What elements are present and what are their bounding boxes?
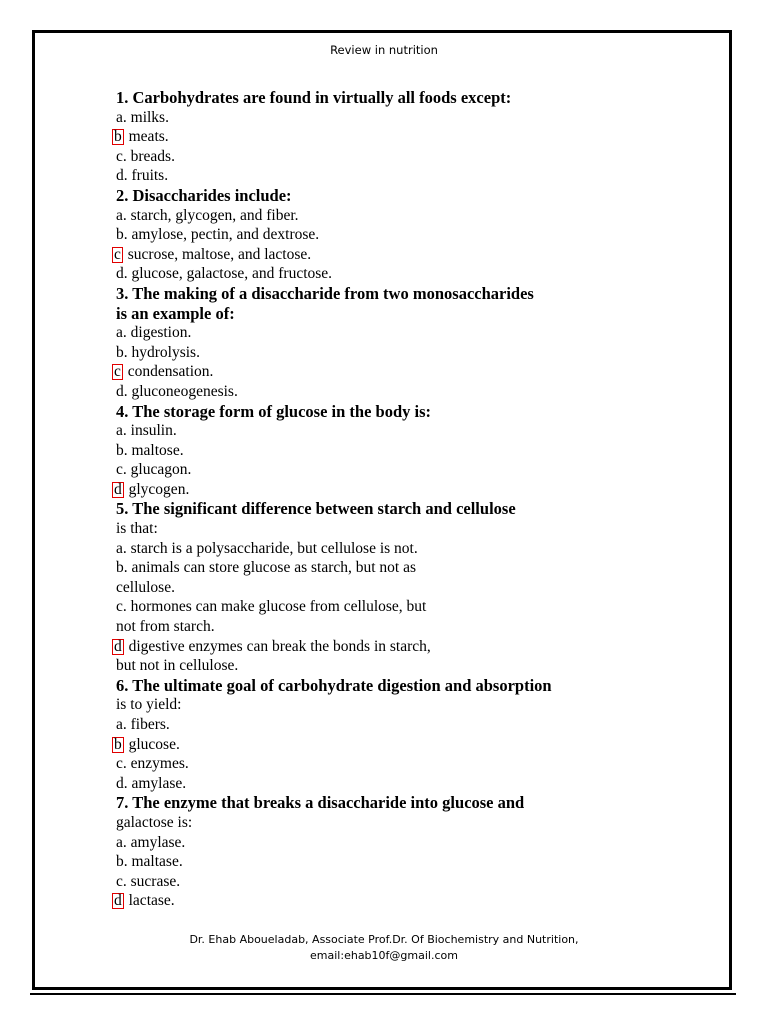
question-text: is an example of: — [116, 303, 235, 323]
option-text: glucose, galactose, and fructose. — [131, 265, 333, 283]
footer-email: email:ehab10f@gmail.com — [310, 949, 458, 962]
correct-answer-marker: c — [114, 245, 121, 263]
question-list — [116, 88, 636, 911]
question-block — [116, 284, 636, 402]
question-text: 7. The enzyme that breaks a disaccharide into glucose and — [116, 793, 525, 813]
option-letter: a — [116, 716, 123, 733]
option-text: enzymes. — [130, 755, 189, 773]
question-continuation: galactose is: — [116, 813, 193, 831]
option-letter: c — [116, 598, 123, 616]
answer-option: c. enzymes. — [116, 755, 189, 773]
question-text: 5. The significant difference between starch and cellulose — [116, 499, 516, 519]
option-letter: b — [116, 853, 124, 871]
answer-option: d. glucose, galactose, and fructose. — [116, 265, 333, 283]
option-letter: a — [116, 324, 123, 342]
answer-option: a. starch, glycogen, and fiber. — [116, 206, 299, 224]
option-text: starch is a polysaccharide, but cellulose is not. — [130, 539, 418, 557]
answer-option: a. milks. — [116, 108, 169, 126]
option-text: not from starch. — [116, 618, 215, 636]
option-text: but not in cellulose. — [116, 657, 239, 675]
answer-option — [116, 127, 636, 147]
option-letter: c — [116, 755, 123, 773]
option-letter: d — [116, 774, 124, 792]
question-text: 4. The storage form of glucose in the body is: — [116, 401, 432, 421]
question-text: 6. The ultimate goal of carbohydrate digestion and absorption — [116, 675, 552, 695]
option-text: sucrose, maltose, and lactose. — [127, 245, 312, 263]
option-letter: d — [116, 382, 124, 400]
option-text: condensation. — [127, 363, 214, 381]
footer-author: Dr. Ehab Aboueladab, Associate Prof.Dr. Of Biochemistry and Nutrition, — [189, 933, 579, 946]
option-text: milks. — [130, 108, 169, 126]
question-text: 3. The making of a disaccharide from two monosaccharides — [116, 283, 534, 303]
answer-option-continuation — [116, 617, 636, 637]
option-letter: a — [116, 206, 123, 224]
answer-option: d. gluconeogenesis. — [116, 382, 238, 400]
option-text: amylase. — [130, 833, 186, 851]
answer-option: c. sucrase. — [116, 872, 181, 890]
option-text: starch, glycogen, and fiber. — [130, 206, 299, 224]
answer-option: b. animals can store glucose as starch, but not as — [116, 559, 417, 577]
option-text: hydrolysis. — [131, 343, 200, 361]
option-text: amylase. — [131, 774, 187, 792]
answer-option: a. insulin. — [116, 422, 177, 440]
option-text: lactase. — [128, 892, 175, 910]
correct-answer-marker: d — [114, 892, 122, 910]
option-text: maltase. — [131, 853, 183, 871]
option-letter: b — [116, 343, 124, 361]
option-text: animals can store glucose as starch, but not as — [131, 559, 417, 577]
page-border-bottom — [30, 993, 736, 995]
question-continuation: is that: — [116, 520, 158, 538]
correct-answer-marker: d — [114, 480, 122, 498]
question-block — [116, 676, 636, 794]
page-header: Review in nutrition — [330, 43, 438, 57]
answer-option — [116, 735, 636, 755]
answer-option-continuation — [116, 656, 636, 676]
answer-option — [116, 245, 636, 265]
correct-answer-marker: d — [114, 637, 122, 655]
option-letter: a — [116, 833, 123, 851]
answer-option: c. glucagon. — [116, 461, 192, 479]
question-block — [116, 793, 636, 911]
option-letter: a — [116, 422, 123, 440]
option-letter: c — [116, 872, 123, 890]
page-footer — [0, 932, 768, 964]
option-letter: d — [116, 265, 124, 283]
question-block — [116, 402, 636, 500]
answer-option: c. breads. — [116, 147, 175, 165]
option-letter: a — [116, 539, 123, 557]
answer-option — [116, 480, 636, 500]
option-text: amylose, pectin, and dextrose. — [131, 226, 320, 244]
answer-option: b. hydrolysis. — [116, 343, 200, 361]
option-text: gluconeogenesis. — [131, 382, 238, 400]
option-text: digestive enzymes can break the bonds in starch, — [128, 637, 431, 655]
answer-option: b. maltose. — [116, 441, 184, 459]
option-letter: b — [116, 441, 124, 459]
correct-answer-marker: b — [114, 735, 122, 753]
question-text: 1. Carbohydrates are found in virtually all foods except: — [116, 88, 512, 107]
option-text: digestion. — [130, 324, 192, 342]
option-text: fibers. — [130, 716, 170, 733]
option-text: maltose. — [131, 441, 184, 459]
option-text: cellulose. — [116, 578, 175, 596]
option-letter: a — [116, 108, 123, 126]
option-text: hormones can make glucose from cellulose, but — [130, 598, 427, 616]
answer-option: a. amylase. — [116, 833, 186, 851]
question-text: 2. Disaccharides include: — [116, 185, 292, 205]
option-text: breads. — [130, 147, 175, 165]
option-letter: c — [116, 147, 123, 165]
answer-option: d. amylase. — [116, 774, 187, 792]
answer-option: b. amylose, pectin, and dextrose. — [116, 226, 320, 244]
correct-answer-marker: b — [114, 128, 122, 146]
answer-option — [116, 637, 636, 657]
answer-option: a. fibers. — [116, 716, 170, 733]
option-text: meats. — [128, 128, 169, 146]
answer-option: b. maltase. — [116, 853, 183, 871]
answer-option: d. fruits. — [116, 167, 169, 185]
answer-option: c. hormones can make glucose from cellulose, but — [116, 598, 427, 616]
answer-option-continuation — [116, 578, 636, 598]
option-letter: d — [116, 167, 124, 185]
answer-option — [116, 891, 636, 911]
option-letter: c — [116, 461, 123, 479]
question-block — [116, 88, 636, 186]
option-text: glycogen. — [128, 480, 190, 498]
question-block — [116, 186, 636, 284]
answer-option — [116, 362, 636, 382]
answer-option: a. digestion. — [116, 324, 192, 342]
option-text: glucose. — [128, 735, 180, 753]
correct-answer-marker: c — [114, 363, 121, 381]
question-block — [116, 499, 636, 675]
option-text: sucrase. — [130, 872, 181, 890]
option-text: insulin. — [130, 422, 177, 440]
question-continuation: is to yield: — [116, 696, 182, 714]
answer-option: a. starch is a polysaccharide, but cellulose is not. — [116, 539, 418, 557]
option-letter: b — [116, 559, 124, 577]
option-text: glucagon. — [130, 461, 192, 479]
option-letter: b — [116, 226, 124, 244]
option-text: fruits. — [131, 167, 169, 185]
